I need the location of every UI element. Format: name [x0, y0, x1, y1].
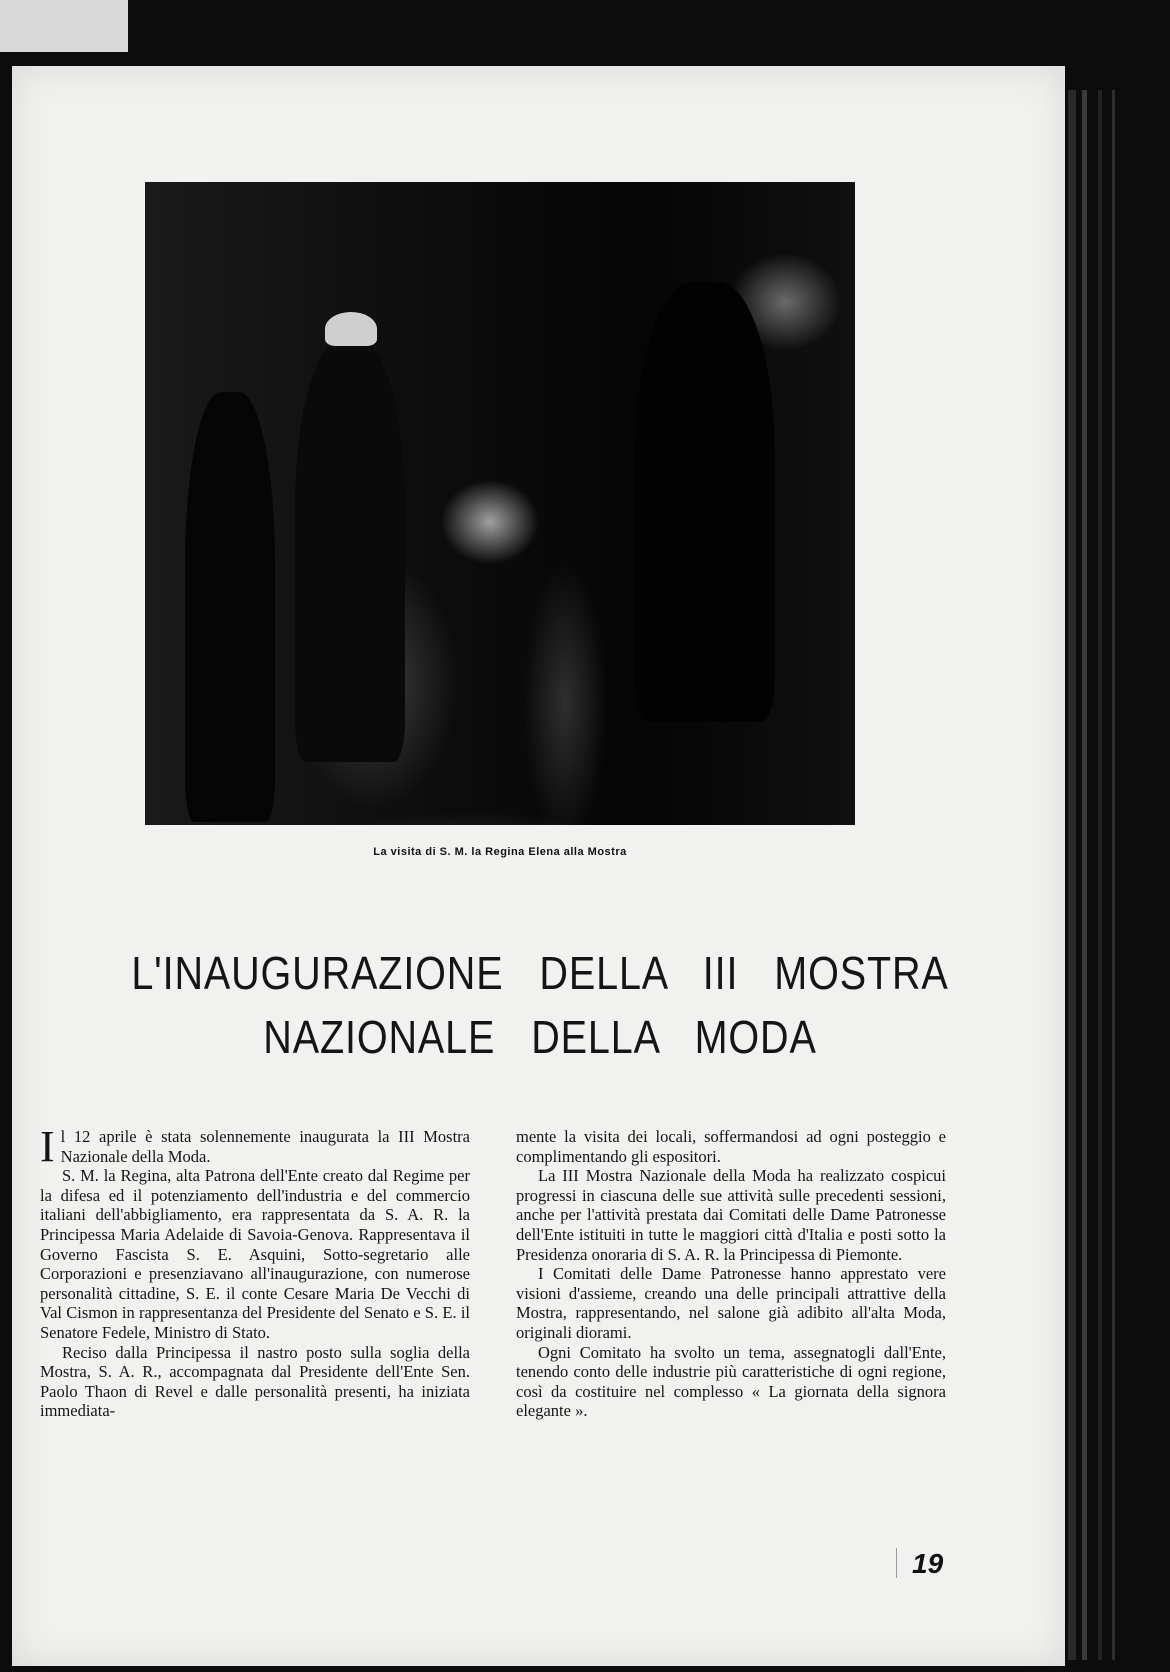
paragraph: S. M. la Regina, alta Patrona dell'Ente creato dal Regime per la difesa ed il potenziamento dell'industria e del commercio italiani dell'abbigliamento, era rappresentata da S. A. R. la Principessa Maria Adelaide di Savoia-Genova. Rappresentava il Governo Fascista S. E. Asquini, Sotto-segretario alle Corporazioni e presenziavano all'inaugurazione, con numerose personalità cittadine, S. E. il conte Cesare Maria De Vecchi di Val Cismon in rappresentanza del Presidente del Senato e S. E. il Senatore Fedele, Ministro di Stato.	[40, 1166, 470, 1342]
paragraph: mente la visita dei locali, soffermandosi ad ogni posteggio e complimentando gli espositori.	[516, 1127, 946, 1166]
photo-caption: La visita di S. M. la Regina Elena alla Mostra	[373, 846, 627, 858]
photo-hat	[325, 312, 377, 346]
paragraph: Reciso dalla Principessa il nastro posto sulla soglia della Mostra, S. A. R., accompagnata dal Presidente dell'Ente Sen. Paolo Thaon di Revel e dalle personalità presenti, ha iniziata immediata-	[40, 1342, 470, 1421]
page-edge	[1068, 90, 1076, 1660]
article-column-left	[40, 1122, 470, 1421]
paragraph: I Comitati delle Dame Patronesse hanno apprestato vere visioni d'assieme, creando una delle principali attrattive della Mostra, rappresentando, nel salone già adibito all'alta Moda, originali diorami.	[516, 1264, 946, 1342]
article-title-line-1: L'INAUGURAZIONE DELLA III MOSTRA	[131, 947, 949, 999]
paragraph	[40, 1122, 470, 1171]
page-number: 19	[912, 1548, 944, 1579]
photo-figure	[185, 392, 275, 822]
scan-corner	[0, 0, 128, 52]
paragraph: La III Mostra Nazionale della Moda ha realizzato cospicui progressi in ciascuna delle sue attività sulle precedenti sessioni, anche per l'attività prestata dai Comitati delle Dame Patronesse dell'Ente istituiti in tutte le maggiori città d'Italia e posti sotto la Presidenza onoraria di S. A. R. la Principessa di Piemonte.	[516, 1166, 946, 1264]
article-column-right	[516, 1127, 946, 1421]
paragraph: Ogni Comitato ha svolto un tema, assegnatogli dall'Ente, tenendo conto delle industrie più caratteristiche di ogni regione, così da costituire nel complesso « La giornata della signora elegante ».	[516, 1342, 946, 1421]
page-edge	[1082, 90, 1087, 1660]
photo-figure	[635, 282, 775, 722]
page-edge	[1098, 90, 1102, 1660]
photo-figure	[295, 342, 405, 762]
article-title-line-2: NAZIONALE DELLA MODA	[263, 1011, 817, 1063]
paragraph-text: l 12 aprile è stata solennemente inaugurata la III Mostra Nazionale della Moda.	[60, 1127, 470, 1166]
photograph	[145, 182, 855, 825]
page-edge	[1112, 90, 1115, 1660]
drop-cap: I	[40, 1122, 55, 1171]
margin-mark	[896, 1548, 897, 1578]
